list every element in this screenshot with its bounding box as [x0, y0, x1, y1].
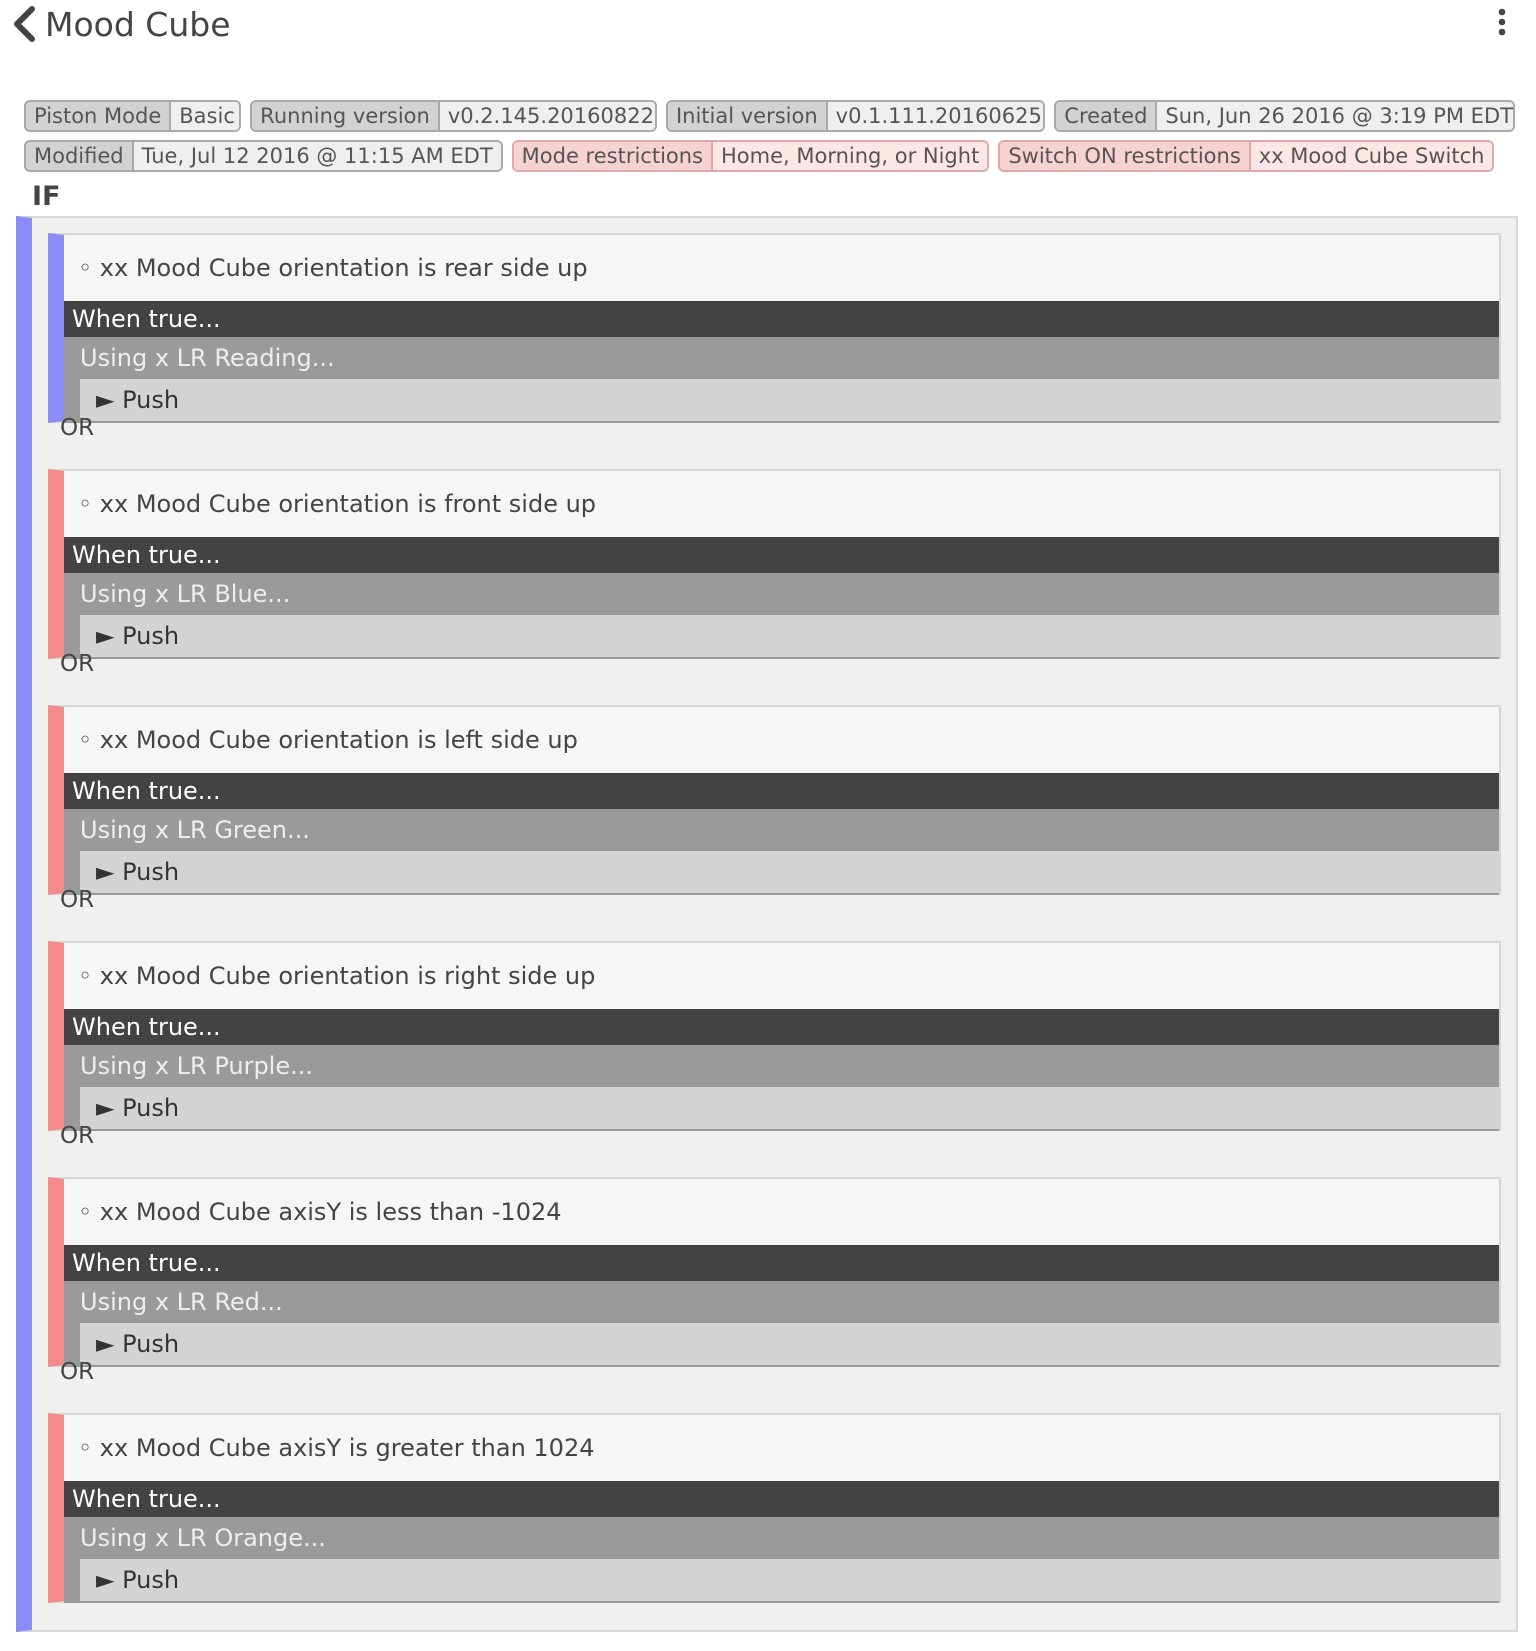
badge-value: v0.2.145.20160822 — [440, 102, 657, 130]
badge-key: Created — [1056, 102, 1157, 130]
when-true-header: When true... — [64, 1245, 1499, 1281]
using-device-label[interactable]: Using x LR Green... — [80, 816, 310, 844]
condition-text[interactable]: ◦ xx Mood Cube axisY is less than -1024 — [78, 1198, 562, 1226]
push-action[interactable]: ► Push — [80, 851, 1499, 893]
badge-row-1 — [24, 100, 1524, 132]
using-device-block — [64, 809, 1499, 895]
or-separator: OR — [60, 887, 95, 913]
badge-value: Home, Morning, or Night — [713, 142, 987, 170]
back-button[interactable] — [10, 6, 38, 42]
using-device-block — [64, 1517, 1499, 1603]
top-bar — [0, 0, 1536, 52]
badge-key: Mode restrictions — [514, 142, 713, 170]
using-device-label[interactable]: Using x LR Red... — [80, 1288, 283, 1316]
more-vertical-icon — [1490, 8, 1514, 38]
badge-value: Basic — [171, 102, 241, 130]
badge-value: v0.1.111.20160625 — [828, 102, 1046, 130]
badge-initial-version — [666, 100, 1045, 132]
push-action[interactable]: ► Push — [80, 1087, 1499, 1129]
push-action[interactable]: ► Push — [80, 1323, 1499, 1365]
badge-key: Modified — [26, 142, 134, 170]
piston-info-badges — [24, 100, 1524, 180]
badge-key: Piston Mode — [26, 102, 171, 130]
badge-value: xx Mood Cube Switch — [1251, 142, 1493, 170]
badge-row-2 — [24, 140, 1524, 172]
condition-block[interactable] — [48, 233, 1501, 423]
condition-text[interactable]: ◦ xx Mood Cube orientation is left side up — [78, 726, 578, 754]
badge-key: Running version — [252, 102, 440, 130]
badge-mode-restrictions — [512, 140, 990, 172]
when-true-header: When true... — [64, 773, 1499, 809]
page-title: Mood Cube — [45, 5, 231, 44]
push-action[interactable]: ► Push — [80, 1559, 1499, 1601]
condition-block[interactable] — [48, 1413, 1501, 1603]
or-separator: OR — [60, 415, 95, 441]
using-device-block — [64, 1281, 1499, 1367]
more-menu-button[interactable] — [1490, 8, 1514, 38]
push-action[interactable]: ► Push — [80, 379, 1499, 421]
using-device-label[interactable]: Using x LR Orange... — [80, 1524, 326, 1552]
using-device-label[interactable]: Using x LR Blue... — [80, 580, 291, 608]
badge-value: Tue, Jul 12 2016 @ 11:15 AM EDT — [134, 142, 501, 170]
badge-key: Initial version — [668, 102, 828, 130]
or-separator: OR — [60, 1359, 95, 1385]
condition-text[interactable]: ◦ xx Mood Cube orientation is right side up — [78, 962, 596, 990]
badge-value: Sun, Jun 26 2016 @ 3:19 PM EDT — [1157, 102, 1515, 130]
badge-key: Switch ON restrictions — [1000, 142, 1250, 170]
badge-switch-restrictions — [998, 140, 1494, 172]
condition-text[interactable]: ◦ xx Mood Cube orientation is front side up — [78, 490, 597, 518]
using-device-block — [64, 1045, 1499, 1131]
using-device-block — [64, 337, 1499, 423]
or-separator: OR — [60, 1123, 95, 1149]
badge-piston-mode — [24, 100, 241, 132]
condition-text[interactable]: ◦ xx Mood Cube axisY is greater than 1024 — [78, 1434, 595, 1462]
when-true-header: When true... — [64, 1481, 1499, 1517]
condition-block[interactable] — [48, 941, 1501, 1131]
condition-block[interactable] — [48, 1177, 1501, 1367]
using-device-label[interactable]: Using x LR Purple... — [80, 1052, 314, 1080]
push-action[interactable]: ► Push — [80, 615, 1499, 657]
badge-running-version — [250, 100, 657, 132]
when-true-header: When true... — [64, 537, 1499, 573]
when-true-header: When true... — [64, 301, 1499, 337]
condition-block[interactable] — [48, 469, 1501, 659]
when-true-header: When true... — [64, 1009, 1499, 1045]
using-device-block — [64, 573, 1499, 659]
condition-block[interactable] — [48, 705, 1501, 895]
or-separator: OR — [60, 651, 95, 677]
chevron-left-icon — [10, 6, 38, 42]
if-label: IF — [32, 181, 61, 212]
using-device-label[interactable]: Using x LR Reading... — [80, 344, 335, 372]
badge-modified — [24, 140, 503, 172]
condition-text[interactable]: ◦ xx Mood Cube orientation is rear side up — [78, 254, 588, 282]
badge-created — [1054, 100, 1515, 132]
